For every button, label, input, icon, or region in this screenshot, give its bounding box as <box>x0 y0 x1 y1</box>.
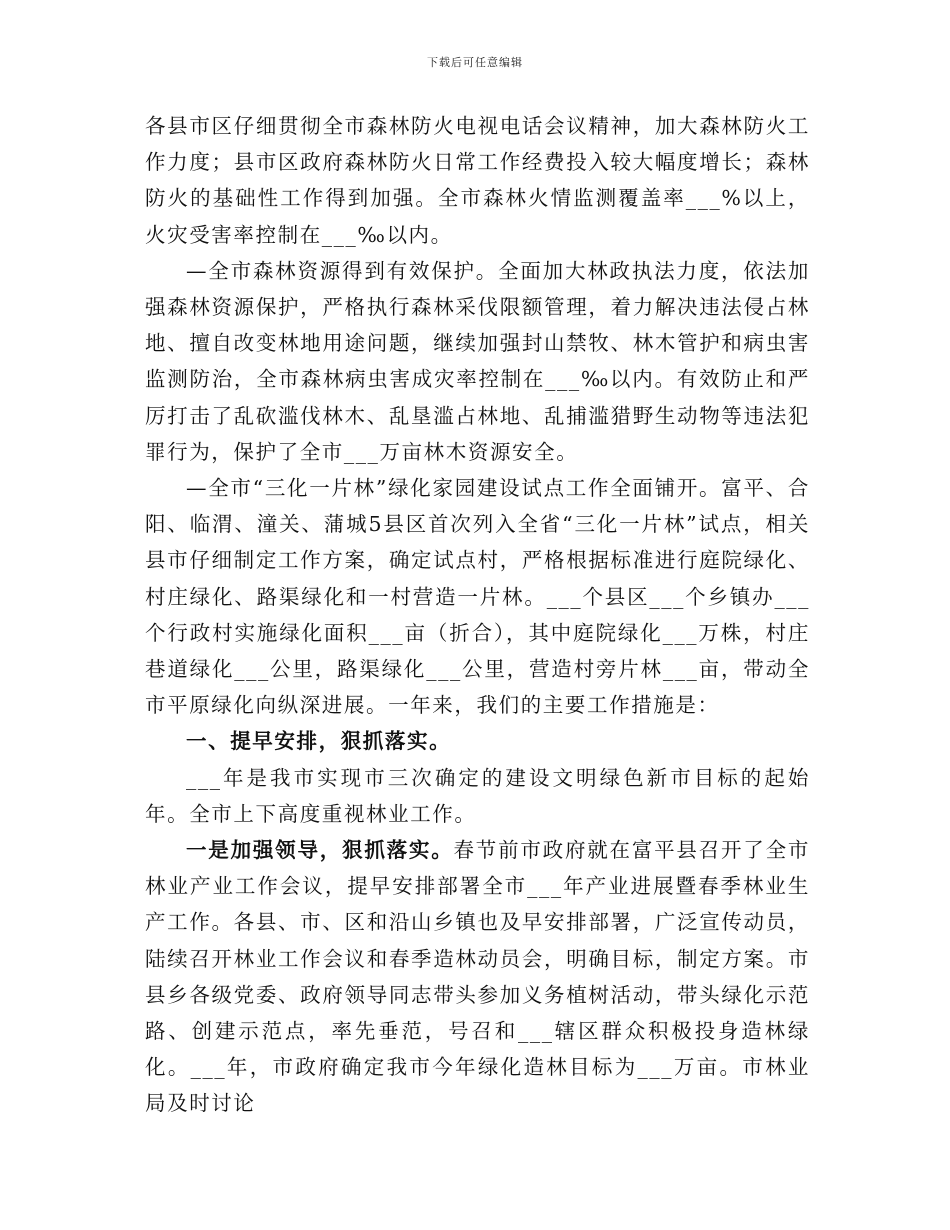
paragraph-greening-pilot: —全市“三化一片林”绿化家园建设试点工作全面铺开。富平、合阳、临渭、潼关、蒲城5县区首次列入全省“三化一片林”试点，相关县市仔细制定工作方案，确定试点村，严格根据标准进行庭院绿化、村庄绿化、路渠绿化和一村营造一片林。___个县区___个乡镇办___个行政村实施绿化面积___亩（折合），其中庭院绿化___万株，村庄巷道绿化___公里，路渠绿化___公里，营造村旁片林___亩，带动全市平原绿化向纵深进展。一年来，我们的主要工作措施是： <box>145 476 810 718</box>
document-body <box>145 108 810 1122</box>
paragraph-leadership-text: 春节前市政府就在富平县召开了全市林业产业工作会议，提早安排部署全市___年产业进展暨春季林业生产工作。各县、市、区和沿山乡镇也及早安排部署，广泛宣传动员，陆续召开林业工作会议和春季造林动员会，明确目标，制定方案。市县乡各级党委、政府领导同志带头参加义务植树活动，带头绿化示范路、创建示范点，率先垂范，号召和___辖区群众积极投身造林绿化。___年，市政府确定我市今年绿化造林目标为___万亩。市林业局及时讨论 <box>145 838 810 1116</box>
page-header: 下载后可任意编辑 <box>427 56 523 69</box>
paragraph-leadership <box>145 832 810 1122</box>
paragraph-forest-protection: —全市森林资源得到有效保护。全面加大林政执法力度，依法加强森林资源保护，严格执行森林采伐限额管理，着力解决违法侵占林地、擅自改变林地用途问题，继续加强封山禁牧、林木管护和病虫害监测防治，全市森林病虫害成灾率控制在___‰以内。有效防止和严厉打击了乱砍滥伐林木、乱垦滥占林地、乱捕滥猎野生动物等违法犯罪行为，保护了全市___万亩林木资源安全。 <box>145 258 810 464</box>
paragraph-lead-phrase: 一是加强领导，狠抓落实。 <box>186 838 454 863</box>
paragraph-forest-fire: 各县市区仔细贯彻全市森林防火电视电话会议精神，加大森林防火工作力度；县市区政府森林防火日常工作经费投入较大幅度增长；森林防火的基础性工作得到加强。全市森林火情监测覆盖率___%以上，火灾受害率控制在___‰以内。 <box>145 114 810 247</box>
section-heading-1: 一、提早安排，狠抓落实。 <box>186 729 452 754</box>
paragraph-start-year: ___年是我市实现市三次确定的建设文明绿色新市目标的起始年。全市上下高度重视林业工作。 <box>145 765 810 826</box>
